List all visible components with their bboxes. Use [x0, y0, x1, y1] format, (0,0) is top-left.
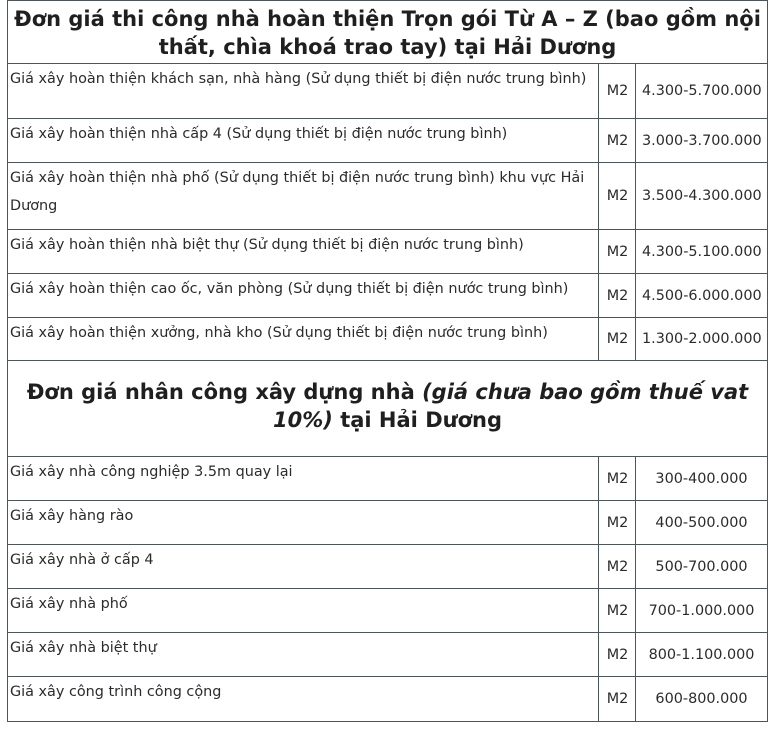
row-price: 300-400.000 — [636, 457, 768, 501]
row-description: Giá xây nhà công nghiệp 3.5m quay lại — [8, 457, 599, 501]
row-unit: M2 — [599, 501, 636, 545]
row-description: Giá xây hoàn thiện nhà biệt thự (Sử dụng thiết bị điện nước trung bình) — [8, 230, 599, 274]
row-unit: M2 — [599, 274, 636, 318]
row-description: Giá xây nhà ở cấp 4 — [8, 545, 599, 589]
table-row — [8, 501, 768, 545]
row-unit: M2 — [599, 119, 636, 163]
row-price: 700-1.000.000 — [636, 589, 768, 633]
row-unit: M2 — [599, 230, 636, 274]
row-description: Giá xây hoàn thiện xưởng, nhà kho (Sử dụng thiết bị điện nước trung bình) — [8, 318, 599, 361]
row-price: 4.300-5.700.000 — [636, 64, 768, 119]
table-row — [8, 230, 768, 274]
row-description: Giá xây hoàn thiện nhà phố (Sử dụng thiết bị điện nước trung bình) khu vực Hải Dương — [8, 163, 599, 230]
table-row — [8, 274, 768, 318]
section-2-title-part1: Đơn giá nhân công xây dựng nhà — [26, 380, 423, 404]
table-row — [8, 677, 768, 722]
table-row — [8, 318, 768, 361]
row-unit: M2 — [599, 64, 636, 119]
row-description: Giá xây hàng rào — [8, 501, 599, 545]
row-unit: M2 — [599, 677, 636, 722]
row-description: Giá xây nhà phố — [8, 589, 599, 633]
table-row — [8, 163, 768, 230]
row-price: 1.300-2.000.000 — [636, 318, 768, 361]
row-unit: M2 — [599, 589, 636, 633]
table-row — [8, 119, 768, 163]
row-description: Giá xây nhà biệt thự — [8, 633, 599, 677]
row-price: 3.000-3.700.000 — [636, 119, 768, 163]
price-table — [7, 0, 768, 722]
row-description: Giá xây hoàn thiện nhà cấp 4 (Sử dụng thiết bị điện nước trung bình) — [8, 119, 599, 163]
row-unit: M2 — [599, 633, 636, 677]
row-price: 4.300-5.100.000 — [636, 230, 768, 274]
row-description: Giá xây hoàn thiện cao ốc, văn phòng (Sử dụng thiết bị điện nước trung bình) — [8, 274, 599, 318]
row-description: Giá xây công trình công cộng — [8, 677, 599, 722]
row-price: 500-700.000 — [636, 545, 768, 589]
section-2-title-part2: tại Hải Dương — [332, 408, 502, 432]
table-row — [8, 64, 768, 119]
row-price: 4.500-6.000.000 — [636, 274, 768, 318]
row-price: 600-800.000 — [636, 677, 768, 722]
row-price: 800-1.100.000 — [636, 633, 768, 677]
table-row — [8, 545, 768, 589]
section-1-title-text: Đơn giá thi công nhà hoàn thiện Trọn gói Từ A – Z (bao gồm nội thất, chìa khoá trao tay) tại Hải Dương — [14, 7, 761, 59]
row-price: 3.500-4.300.000 — [636, 163, 768, 230]
row-price: 400-500.000 — [636, 501, 768, 545]
row-unit: M2 — [599, 318, 636, 361]
row-unit: M2 — [599, 545, 636, 589]
section-2-title — [8, 361, 768, 457]
section-2-title-italic: (giá chưa bao gồm thuế vat 10%) — [273, 380, 749, 432]
table-row — [8, 633, 768, 677]
table-row — [8, 457, 768, 501]
row-description: Giá xây hoàn thiện khách sạn, nhà hàng (Sử dụng thiết bị điện nước trung bình) — [8, 64, 599, 119]
row-unit: M2 — [599, 457, 636, 501]
row-unit: M2 — [599, 163, 636, 230]
table-row — [8, 589, 768, 633]
section-1-title — [8, 1, 768, 64]
